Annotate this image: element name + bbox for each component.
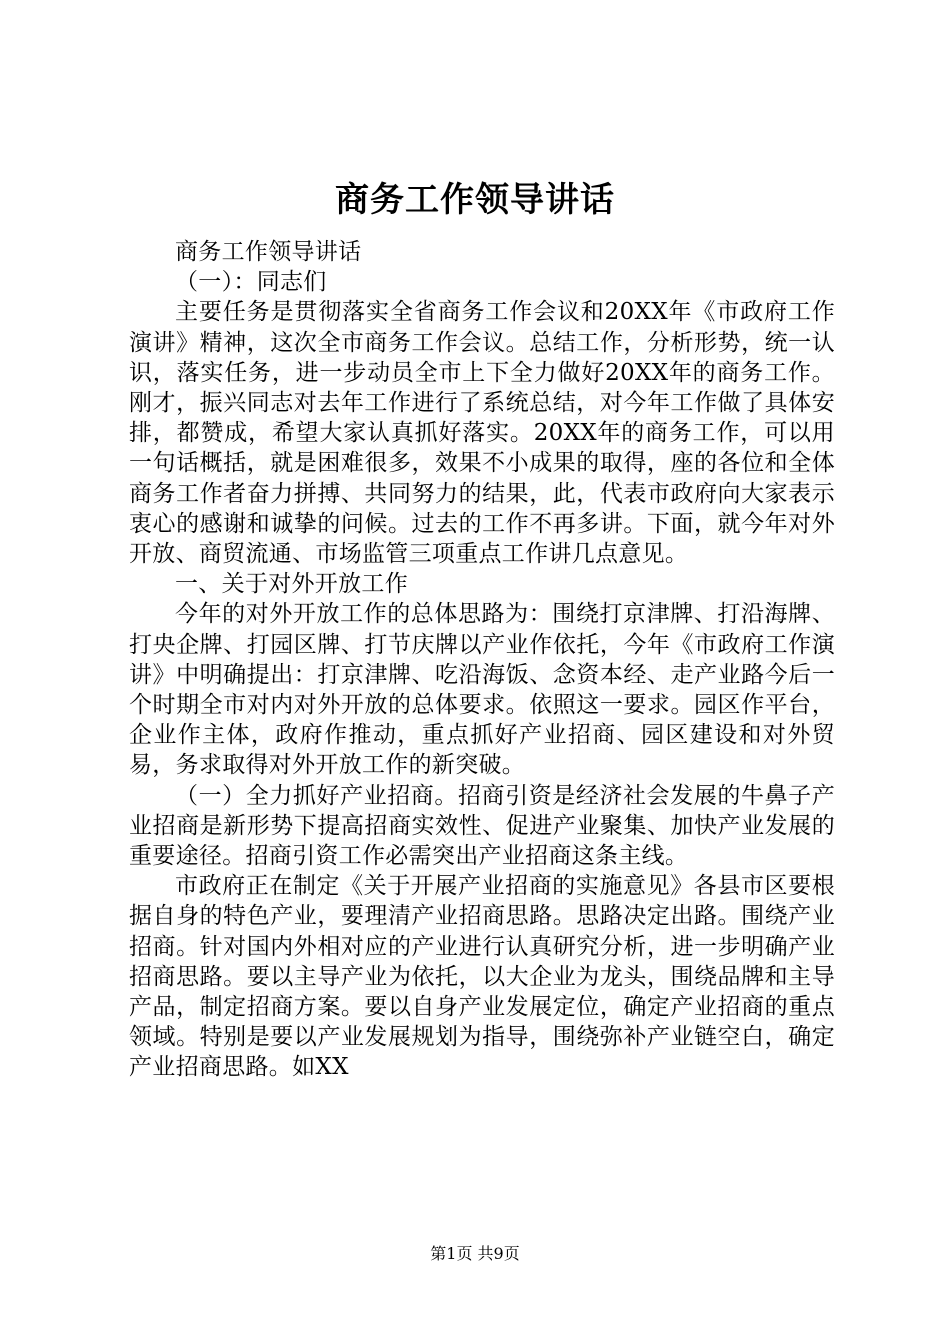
paragraph-policy: 市政府正在制定《关于开展产业招商的实施意见》各县市区要根据自身的特色产业，要理清产业招商思路。思路决定出路。围绕产业招商。针对国内外相对应的产业进行认真研究分析，进一步明确产业招商思路。要以主导产业为依托，以大企业为龙头，围绕品牌和主导产品，制定招商方案。要以自身产业发展定位，确定产业招商的重点领域。特别是要以产业发展规划为指导，围绕弥补产业链空白，确定产业招商思路。如XX [129, 873, 835, 1081]
paragraph-salutation: （一）：同志们 [175, 269, 327, 296]
paragraph-opening-up: 今年的对外开放工作的总体思路为：围绕打京津牌、打沿海牌、打央企牌、打园区牌、打节庆牌以产业作依托，今年《市政府工作演讲》中明确提出：打京津牌、吃沿海饭、念资本经、走产业路今后一个时期全市对内对外开放的总体要求。依照这一要求。园区作平台，企业作主体，政府作推动，重点抓好产业招商、园区建设和对外贸易，务求取得对外开放工作的新突破。 [129, 601, 835, 779]
document-body [129, 237, 835, 1083]
document-title: 商务工作领导讲话 [335, 180, 615, 220]
paragraph-subtitle: 商务工作领导讲话 [175, 239, 362, 265]
paragraph-investment: （一）全力抓好产业招商。招商引资是经济社会发展的牛鼻子产业招商是新形势下提高招商实效性、促进产业聚集、加快产业发展的重要途径。招商引资工作必需突出产业招商这条主线。 [129, 782, 835, 870]
page-footer: 第1页 共9页 [430, 1244, 520, 1263]
section-heading: 一、关于对外开放工作 [175, 571, 408, 598]
paragraph-intro: 主要任务是贯彻落实全省商务工作会议和20XX年《市政府工作演讲》精神，这次全市商务工作会议。总结工作，分析形势，统一认识，落实任务，进一步动员全市上下全力做好20XX年的商务工作。刚才，振兴同志对去年工作进行了系统总结，对今年工作做了具体安排，都赞成，希望大家认真抓好落实。20XX年的商务工作，可以用一句话概括，就是困难很多，效果不小成果的取得，座的各位和全体商务工作者奋力拼搏、共同努力的结果，此，代表市政府向大家表示衷心的感谢和诚挚的问候。过去的工作不再多讲。下面，就今年对外开放、商贸流通、市场监管三项重点工作讲几点意见。 [129, 299, 835, 568]
